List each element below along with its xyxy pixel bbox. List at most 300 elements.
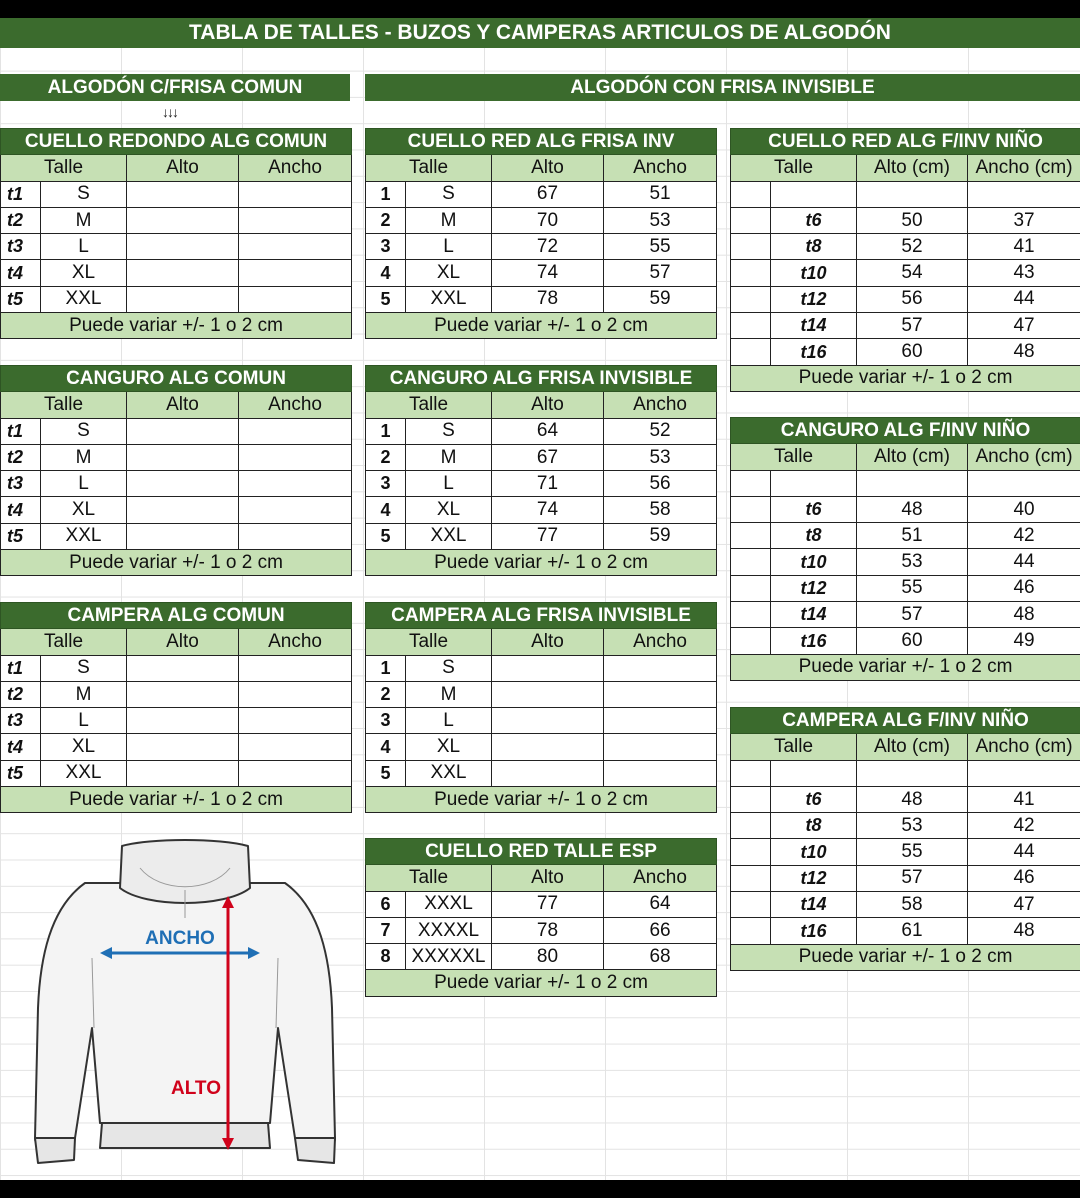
ancho-value: 46 [968,575,1080,601]
size-code: t3 [1,471,41,497]
size-code: t1 [1,418,41,444]
col-header-ancho: Ancho [239,392,352,418]
empty-cell [731,575,771,601]
ancho-value [239,471,352,497]
table-row [731,339,1080,365]
table-row [366,523,717,549]
table-row [731,918,1080,944]
alto-value [127,260,239,286]
size-code: t2 [1,681,41,707]
size-code: 2 [366,444,406,470]
table-row [366,734,717,760]
alto-value: 58 [857,892,968,918]
table-cuello-nino [730,128,1080,392]
alto-value: 64 [492,418,604,444]
ancho-value: 56 [604,471,717,497]
alto-value: 56 [857,286,968,312]
col-header-alto: Alto (cm) [857,734,968,760]
alto-value: 50 [857,207,968,233]
ancho-value: 44 [968,549,1080,575]
table-canguro-frisa-invisible [365,365,717,576]
alto-value: 48 [857,786,968,812]
size-code: 4 [366,734,406,760]
alto-value: 51 [857,523,968,549]
size-code: t10 [771,839,857,865]
size-label: XXL [41,286,127,312]
size-code: 3 [366,234,406,260]
alto-value [127,207,239,233]
col-header-talle: Talle [731,734,857,760]
size-code: 5 [366,286,406,312]
alto-value [492,734,604,760]
size-code: t14 [771,602,857,628]
variation-note: Puede variar +/- 1 o 2 cm [1,550,352,576]
ancho-value: 68 [604,944,717,970]
ancho-value: 53 [604,207,717,233]
size-code: t8 [771,523,857,549]
alto-value [127,234,239,260]
size-code: t4 [1,260,41,286]
col-header-talle: Talle [731,444,857,470]
table-row [366,708,717,734]
table-row [731,813,1080,839]
size-code: t3 [1,708,41,734]
ancho-value: 55 [604,234,717,260]
table-title: CANGURO ALG F/INV NIÑO [731,418,1080,444]
empty-cell [968,760,1080,786]
alto-value [127,286,239,312]
table-row [731,207,1080,233]
ancho-value: 40 [968,496,1080,522]
size-code: 3 [366,708,406,734]
alto-value [492,681,604,707]
size-code: 7 [366,917,406,943]
ancho-value: 42 [968,813,1080,839]
alto-value: 52 [857,234,968,260]
alto-value: 78 [492,917,604,943]
table-row [366,681,717,707]
table-title: CANGURO ALG COMUN [1,366,352,392]
table-canguro-comun [0,365,352,576]
empty-cell [731,892,771,918]
variation-note: Puede variar +/- 1 o 2 cm [366,970,717,996]
col-header-ancho: Ancho [239,155,352,181]
col-header-talle: Talle [1,155,127,181]
alto-value [127,523,239,549]
size-label: M [41,207,127,233]
empty-cell [857,760,968,786]
alto-value: 55 [857,839,968,865]
empty-cell [731,260,771,286]
alto-value: 61 [857,918,968,944]
size-label: XL [41,260,127,286]
size-code: t8 [771,813,857,839]
alto-value [127,497,239,523]
col-header-ancho: Ancho [604,155,717,181]
ancho-value: 58 [604,497,717,523]
table-row [1,708,352,734]
size-label: M [406,681,492,707]
table-row [1,681,352,707]
alto-value [127,444,239,470]
table-row [366,655,717,681]
table-row [1,471,352,497]
empty-cell [771,760,857,786]
size-label: XL [41,497,127,523]
size-label: XXXXL [406,917,492,943]
ancho-value: 47 [968,892,1080,918]
table-row [366,234,717,260]
size-code: t16 [771,339,857,365]
size-label: S [406,181,492,207]
ancho-value: 59 [604,286,717,312]
size-code: t1 [1,181,41,207]
size-code: t4 [1,497,41,523]
ancho-value [604,655,717,681]
table-row [366,444,717,470]
alto-value: 55 [857,575,968,601]
ancho-value: 41 [968,786,1080,812]
table-cuello-talle-especial [365,838,717,997]
alto-value: 57 [857,602,968,628]
ancho-value [239,286,352,312]
variation-note: Puede variar +/- 1 o 2 cm [1,313,352,339]
alto-value: 53 [857,549,968,575]
size-label: L [406,471,492,497]
ancho-value: 41 [968,234,1080,260]
col-header-ancho: Ancho [604,392,717,418]
table-campera-frisa-invisible [365,602,717,813]
col-header-talle: Talle [366,865,492,891]
size-label: M [406,444,492,470]
empty-cell [857,470,968,496]
alto-value [492,655,604,681]
table-row [1,734,352,760]
table-row [731,839,1080,865]
table-row [731,523,1080,549]
alto-value: 78 [492,286,604,312]
table-row [731,549,1080,575]
col-header-ancho: Ancho [239,629,352,655]
left-cuff [35,1138,75,1163]
size-label: XL [41,734,127,760]
size-code: t2 [1,444,41,470]
col-header-talle: Talle [731,155,857,181]
table-row [366,471,717,497]
size-label: S [41,655,127,681]
table-row [731,602,1080,628]
table-row [366,760,717,786]
size-label: XXL [406,760,492,786]
ancho-value [239,497,352,523]
empty-cell [731,339,771,365]
size-label: L [41,471,127,497]
empty-cell [731,918,771,944]
ancho-value [239,207,352,233]
alto-value [127,418,239,444]
size-label: S [406,418,492,444]
size-code: 1 [366,655,406,681]
table-canguro-nino [730,417,1080,681]
alto-value: 67 [492,181,604,207]
ancho-value [239,655,352,681]
alto-value [127,681,239,707]
table-row [366,944,717,970]
size-code: 4 [366,260,406,286]
table-row [1,181,352,207]
ancho-value: 64 [604,891,717,917]
empty-cell [731,523,771,549]
table-row [1,444,352,470]
size-label: XXXL [406,891,492,917]
table-title: CAMPERA ALG COMUN [1,603,352,629]
col-header-talle: Talle [1,392,127,418]
table-row [1,655,352,681]
alto-value: 77 [492,891,604,917]
size-label: L [41,234,127,260]
table-row [366,181,717,207]
variation-note: Puede variar +/- 1 o 2 cm [1,787,352,813]
size-code: t1 [1,655,41,681]
table-row [731,286,1080,312]
size-label: XL [406,260,492,286]
size-code: 2 [366,207,406,233]
size-code: 2 [366,681,406,707]
table-campera-nino [730,707,1080,971]
alto-value [127,471,239,497]
table-row [1,207,352,233]
size-code: t12 [771,575,857,601]
hoodie-waistband [100,1123,270,1148]
size-code: t8 [771,234,857,260]
empty-cell [731,760,771,786]
size-code: t6 [771,496,857,522]
size-code: t10 [771,260,857,286]
empty-cell [731,786,771,812]
empty-cell [857,181,968,207]
size-label: M [406,207,492,233]
table-row [366,917,717,943]
size-code: 4 [366,497,406,523]
table-row [731,628,1080,654]
empty-cell [771,470,857,496]
size-code: 1 [366,418,406,444]
ancho-value: 59 [604,523,717,549]
ancho-value: 43 [968,260,1080,286]
empty-cell [771,181,857,207]
col-header-alto: Alto (cm) [857,155,968,181]
size-code: 5 [366,760,406,786]
col-header-ancho: Ancho [604,629,717,655]
ancho-value [239,523,352,549]
ancho-value: 51 [604,181,717,207]
alto-value: 67 [492,444,604,470]
size-label: M [41,444,127,470]
alto-value [127,708,239,734]
col-header-talle: Talle [366,155,492,181]
ancho-value [604,681,717,707]
size-label: M [41,681,127,707]
table-row [1,760,352,786]
col-header-alto: Alto [492,865,604,891]
col-header-talle: Talle [366,629,492,655]
col-header-alto: Alto [492,629,604,655]
section-header-invisible: ALGODÓN CON FRISA INVISIBLE [365,74,1080,101]
ancho-value [239,734,352,760]
alto-value [492,708,604,734]
empty-cell [731,470,771,496]
alto-value [492,760,604,786]
right-cuff [295,1138,335,1163]
ancho-value [239,681,352,707]
table-row [731,313,1080,339]
size-chart-sheet [0,18,1080,1180]
empty-cell [731,628,771,654]
size-code: t10 [771,549,857,575]
alto-value [127,181,239,207]
alto-label: ALTO [171,1078,221,1099]
col-header-ancho: Ancho (cm) [968,444,1080,470]
alto-value: 57 [857,865,968,891]
alto-value: 60 [857,628,968,654]
alto-value: 57 [857,313,968,339]
ancho-value: 49 [968,628,1080,654]
ancho-value: 48 [968,918,1080,944]
size-code: t14 [771,313,857,339]
col-header-alto: Alto [127,629,239,655]
table-row [731,260,1080,286]
table-row [1,418,352,444]
table-row [731,234,1080,260]
table-row [366,497,717,523]
ancho-label: ANCHO [145,928,215,949]
table-row [1,497,352,523]
size-code: t16 [771,918,857,944]
ancho-value [239,708,352,734]
ancho-value [604,708,717,734]
alto-value [127,655,239,681]
alto-value: 70 [492,207,604,233]
size-label: L [41,708,127,734]
table-title: CUELLO RED ALG F/INV NIÑO [731,129,1080,155]
ancho-value [239,234,352,260]
alto-value: 60 [857,339,968,365]
ancho-value: 48 [968,339,1080,365]
variation-note: Puede variar +/- 1 o 2 cm [731,365,1080,391]
ancho-value [239,444,352,470]
size-code: t4 [1,734,41,760]
alto-value: 80 [492,944,604,970]
table-cuello-redondo-comun [0,128,352,339]
empty-cell [731,207,771,233]
ancho-value [604,760,717,786]
col-header-alto: Alto (cm) [857,444,968,470]
page-title: TABLA DE TALLES - BUZOS Y CAMPERAS ARTICULOS DE ALGODÓN [0,18,1080,48]
empty-cell [731,813,771,839]
alto-value: 74 [492,260,604,286]
size-code: t5 [1,523,41,549]
table-row [731,865,1080,891]
ancho-value [239,181,352,207]
ancho-value: 53 [604,444,717,470]
variation-note: Puede variar +/- 1 o 2 cm [731,944,1080,970]
ancho-value: 48 [968,602,1080,628]
ancho-value [604,734,717,760]
variation-note: Puede variar +/- 1 o 2 cm [366,550,717,576]
col-header-talle: Talle [1,629,127,655]
table-row [1,234,352,260]
size-code: t6 [771,207,857,233]
ancho-value: 44 [968,839,1080,865]
table-title: CUELLO RED TALLE ESP [366,839,717,865]
alto-value: 48 [857,496,968,522]
table-campera-comun [0,602,352,813]
table-row [366,207,717,233]
ancho-value [239,260,352,286]
table-row [731,892,1080,918]
empty-cell [731,181,771,207]
table-row [731,575,1080,601]
table-title: CAMPERA ALG F/INV NIÑO [731,708,1080,734]
alto-value [127,760,239,786]
table-row [366,286,717,312]
table-row [731,496,1080,522]
size-label: XL [406,734,492,760]
col-header-ancho: Ancho (cm) [968,155,1080,181]
size-code: t16 [771,628,857,654]
table-cuello-frisa-invisible [365,128,717,339]
table-row [366,891,717,917]
ancho-value: 57 [604,260,717,286]
size-code: t6 [771,786,857,812]
size-code: 6 [366,891,406,917]
size-code: t5 [1,286,41,312]
empty-cell [968,470,1080,496]
size-code: 8 [366,944,406,970]
size-label: XXL [406,286,492,312]
size-code: 5 [366,523,406,549]
alto-value: 53 [857,813,968,839]
hoodie-measurement-diagram [30,838,340,1168]
alto-value: 54 [857,260,968,286]
table-row [1,286,352,312]
size-code: t5 [1,760,41,786]
size-label: S [41,181,127,207]
empty-cell [731,549,771,575]
hoodie-body [35,883,335,1152]
variation-note: Puede variar +/- 1 o 2 cm [366,787,717,813]
alto-value: 77 [492,523,604,549]
size-label: XXL [41,760,127,786]
table-title: CUELLO RED ALG FRISA INV [366,129,717,155]
table-title: CAMPERA ALG FRISA INVISIBLE [366,603,717,629]
empty-cell [731,286,771,312]
size-code: t12 [771,865,857,891]
size-label: L [406,234,492,260]
ancho-value [239,418,352,444]
col-header-alto: Alto [492,155,604,181]
col-header-talle: Talle [366,392,492,418]
table-row [731,786,1080,812]
size-label: XXXXXL [406,944,492,970]
section-header-comun: ALGODÓN C/FRISA COMUN [0,74,350,101]
col-header-alto: Alto [492,392,604,418]
empty-cell [731,839,771,865]
empty-cell [731,602,771,628]
table-row [1,523,352,549]
down-arrows-icon: ↓↓↓ [162,104,177,120]
alto-value: 72 [492,234,604,260]
